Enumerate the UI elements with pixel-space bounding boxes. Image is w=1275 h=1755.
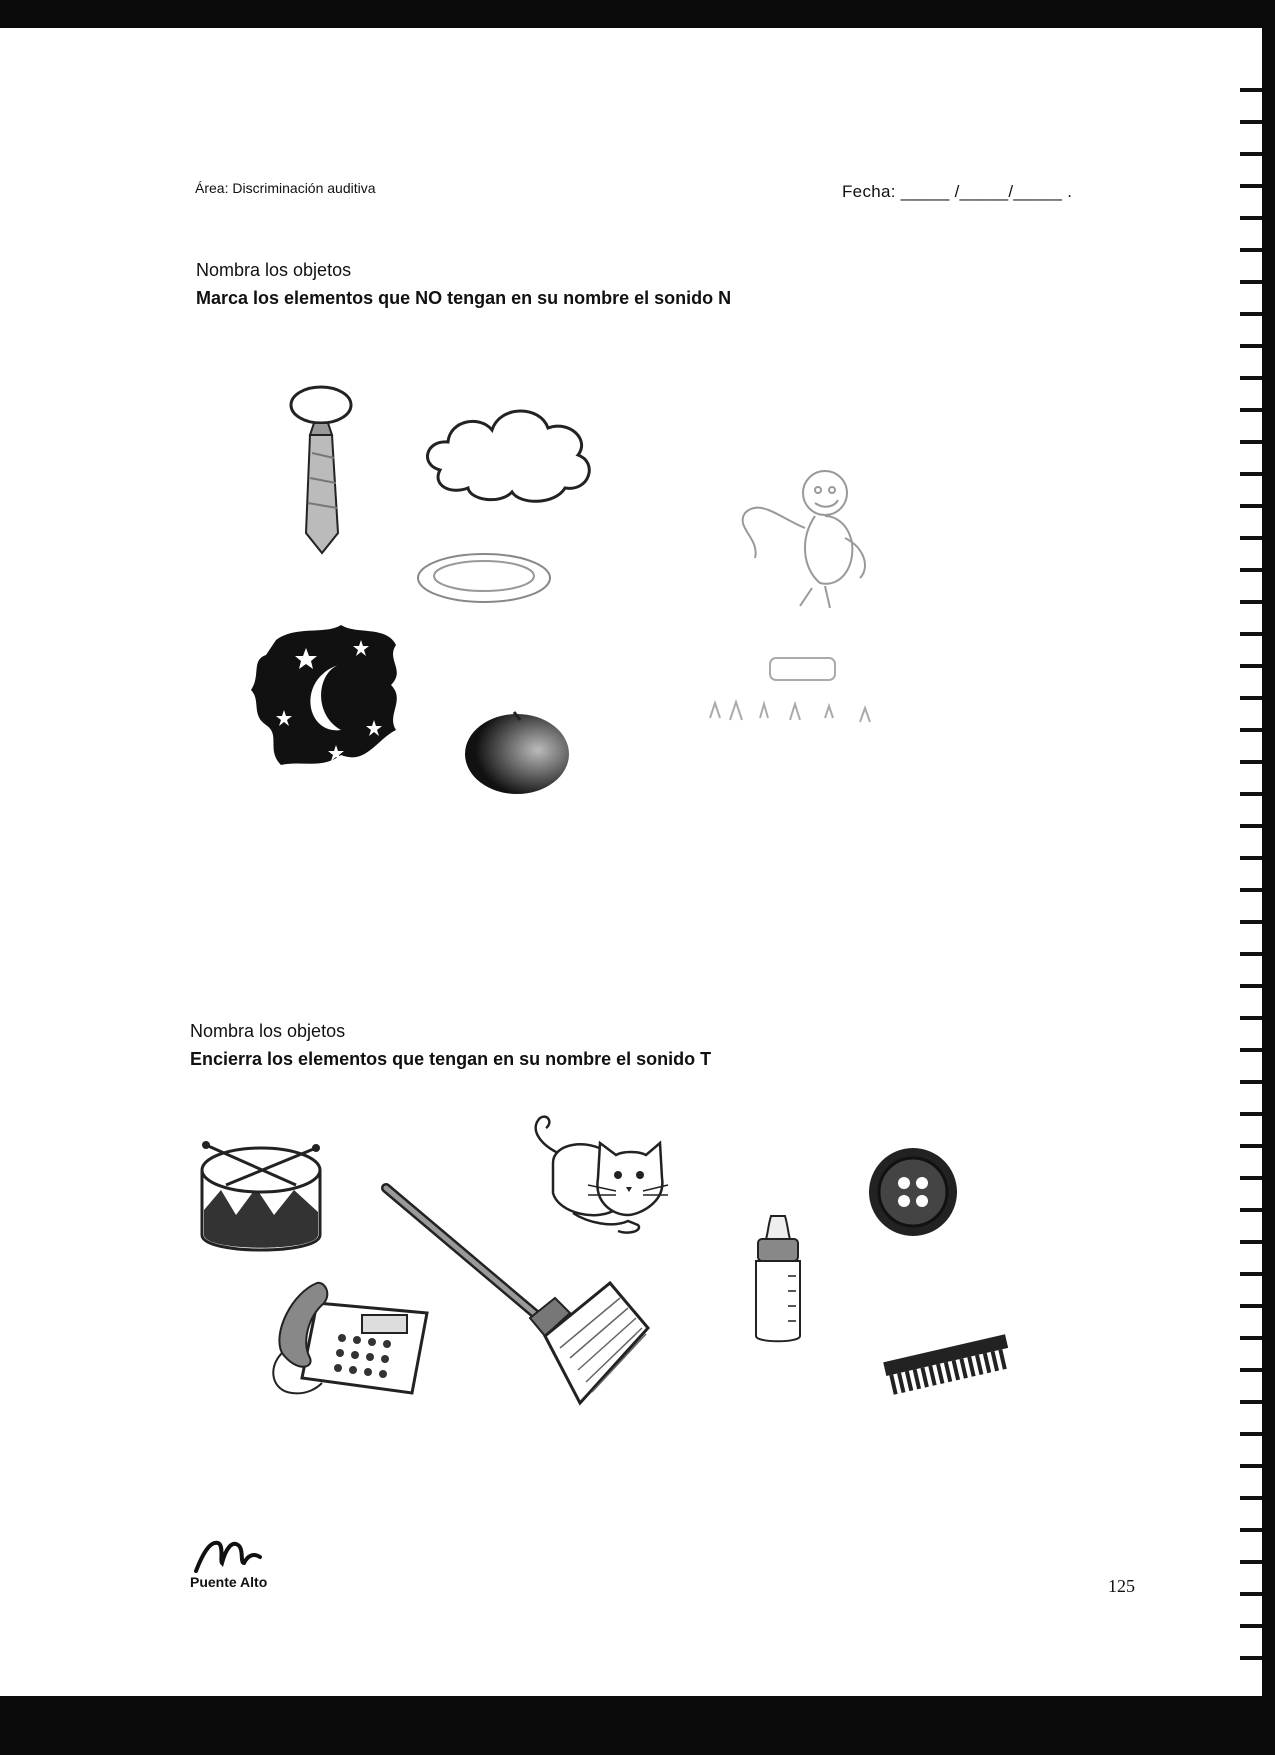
button-icon <box>867 1146 959 1238</box>
logo-text: Puente Alto <box>190 1574 268 1590</box>
orange-icon <box>462 706 572 796</box>
page-number: 125 <box>1108 1576 1135 1596</box>
section1-line2: Marca los elementos que NO tengan en su nombre el sonido N <box>196 288 732 308</box>
monkey-icon <box>730 458 890 618</box>
spiral-binding <box>1240 68 1262 1688</box>
baby-bottle-icon <box>748 1211 808 1346</box>
plate-icon <box>414 548 554 608</box>
date-field: Fecha: _____ /_____/_____ . <box>842 182 1073 201</box>
section2-line2: Encierra los elementos que tengan en su nombre el sonido T <box>190 1049 712 1069</box>
section1-line1: Nombra los objetos <box>196 260 352 280</box>
area-label: Área: Discriminación auditiva <box>195 180 376 196</box>
section2-instructions <box>190 1017 711 1073</box>
grass-icon <box>700 648 900 738</box>
puente-alto-logo <box>188 1533 268 1573</box>
comb-icon <box>880 1328 1015 1398</box>
drum-icon <box>196 1140 326 1260</box>
night-moon-icon <box>246 620 411 770</box>
cat-icon <box>528 1113 678 1253</box>
section1-instructions <box>196 256 731 312</box>
worksheet-page <box>0 28 1262 1696</box>
cloud-icon <box>420 400 600 510</box>
tie-icon <box>276 383 366 563</box>
section2-line1: Nombra los objetos <box>190 1021 346 1041</box>
